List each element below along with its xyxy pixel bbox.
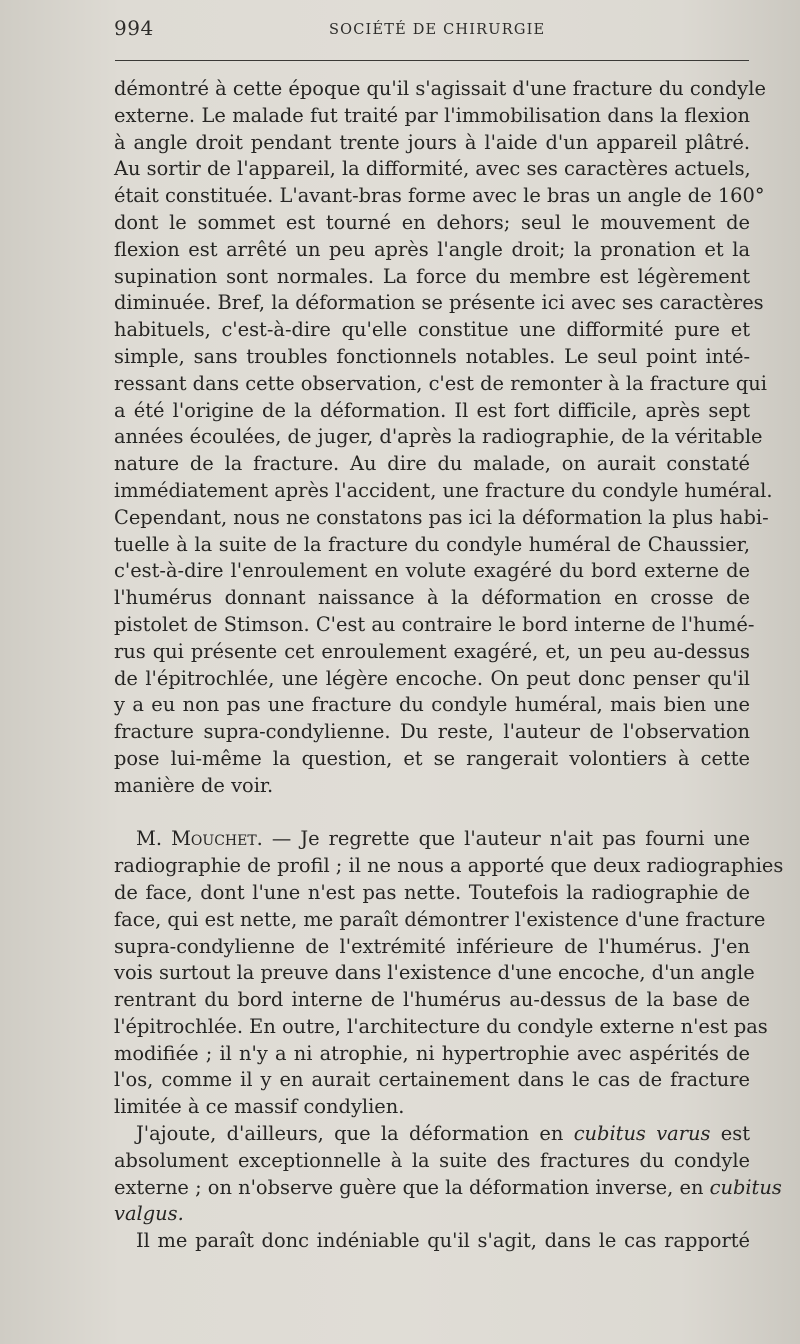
text-line: l'humérus donnant naissance à la déformation en crosse de [114,586,750,610]
text-line: fracture supra-condylienne. Du reste, l'auteur de l'observation [114,720,750,744]
text-line: supination sont normales. La force du membre est légèrement [114,264,750,288]
text-line: limitée à ce massif condylien. [114,1095,405,1119]
text-line: rus qui présente cet enroulement exagéré, et, un peu au-dessus [114,639,750,663]
text-line: habituels, c'est-à-dire qu'elle constitue une difformité pure et [114,318,750,342]
text-line: de l'épitrochlée, une légère encoche. On peut donc penser qu'il [114,666,750,690]
italic-term: cubitus [709,1175,782,1199]
text-line: nature de la fracture. Au dire du malade, on aurait constaté [114,452,750,476]
text-line: c'est-à-dire l'enroulement en volute exagéré du bord externe de [114,559,750,583]
page-number: 994 [114,16,154,40]
text-line: était constituée. L'avant-bras forme avec le bras un angle de 160° [114,184,765,208]
text-line: radiographie de profil ; il ne nous a apporté que deux radiographies [114,854,784,878]
text-line: Cependant, nous ne constatons pas ici la déformation la plus habi- [114,505,769,529]
text-line: vois surtout la preuve dans l'existence d'une encoche, d'un angle [114,961,755,985]
text-line: de face, dont l'une n'est pas nette. Toutefois la radiographie de [114,880,750,904]
text-line: pistolet de Stimson. C'est au contraire le bord interne de l'humé- [114,612,755,636]
text-line [114,1121,750,1148]
text-line: manière de voir. [114,773,274,797]
italic-term: valgus. [114,1202,184,1226]
text-line: Au sortir de l'appareil, la difformité, avec ses caractères actuels, [114,157,751,181]
text-span: externe ; on n'observe guère que la déformation inverse, en [114,1175,710,1199]
text-line: face, qui est nette, me paraît démontrer l'existence d'une fracture [114,907,766,931]
text-span: est [710,1122,750,1146]
text-span: J'ajoute, d'ailleurs, que la déformation en [136,1122,574,1146]
text-line: démontré à cette époque qu'il s'agissait d'une fracture du condyle [114,77,766,100]
text-line: à angle droit pendant trente jours à l'aide d'un appareil plâtré. [114,130,750,154]
text-line: tuelle à la suite de la fracture du condyle huméral de Chaussier, [114,532,750,556]
text-line: rentrant du bord interne de l'humérus au-dessus de la base de [114,988,750,1012]
body-text [114,76,784,1255]
text-line: Il me paraît donc indéniable qu'il s'agit, dans le cas rapporté [136,1229,750,1253]
paragraph-1 [114,76,773,800]
text-line: externe. Le malade fut traité par l'immobilisation dans la flexion [114,103,750,127]
speaker-name: M. Mouchet. [136,827,263,851]
text-line: immédiatement après l'accident, une fracture du condyle huméral. [114,478,773,502]
text-line: flexion est arrêté un peu après l'angle droit; la pronation et la [114,237,750,261]
text-line: pose lui-même la question, et se rangerait volontiers à cette [114,746,750,770]
paragraph-2 [114,826,784,1121]
text-line [114,1201,750,1228]
text-line: absolument exceptionnelle à la suite des fractures du condyle [114,1148,750,1172]
text-line: a été l'origine de la déformation. Il est fort difficile, après sept [114,398,750,422]
text-line: supra-condylienne de l'extrémité inférieure de l'humérus. J'en [114,934,750,958]
text-line: y a eu non pas une fracture du condyle huméral, mais bien une [114,693,750,717]
text-line: modifiée ; il n'y a ni atrophie, ni hypertrophie avec aspérités de [114,1041,750,1065]
text-line [114,1175,782,1202]
paragraph-gap [114,800,750,827]
running-head: SOCIÉTÉ DE CHIRURGIE [329,22,546,38]
italic-term: cubitus varus [573,1122,711,1146]
text-line: années écoulées, de juger, d'après la radiographie, de la véritable [114,425,763,449]
text-line: diminuée. Bref, la déformation se présente ici avec ses caractères [114,291,764,315]
paragraph-4 [114,1228,750,1255]
text-line: l'épitrochlée. En outre, l'architecture du condyle externe n'est pas [114,1014,768,1038]
text-line: dont le sommet est tourné en dehors; seul le mouvement de [114,210,750,234]
text-line: simple, sans troubles fonctionnels notables. Le seul point inté- [114,344,750,368]
header-rule [115,60,749,61]
text-line: l'os, comme il y en aurait certainement dans le cas de fracture [114,1068,750,1092]
text-line: ressant dans cette observation, c'est de remonter à la fracture qui [114,371,767,395]
speaker-text: — Je regrette que l'auteur n'ait pas fourni une [262,827,750,851]
text-line [114,826,750,853]
page-header [114,16,750,46]
paragraph-3 [114,1121,782,1228]
